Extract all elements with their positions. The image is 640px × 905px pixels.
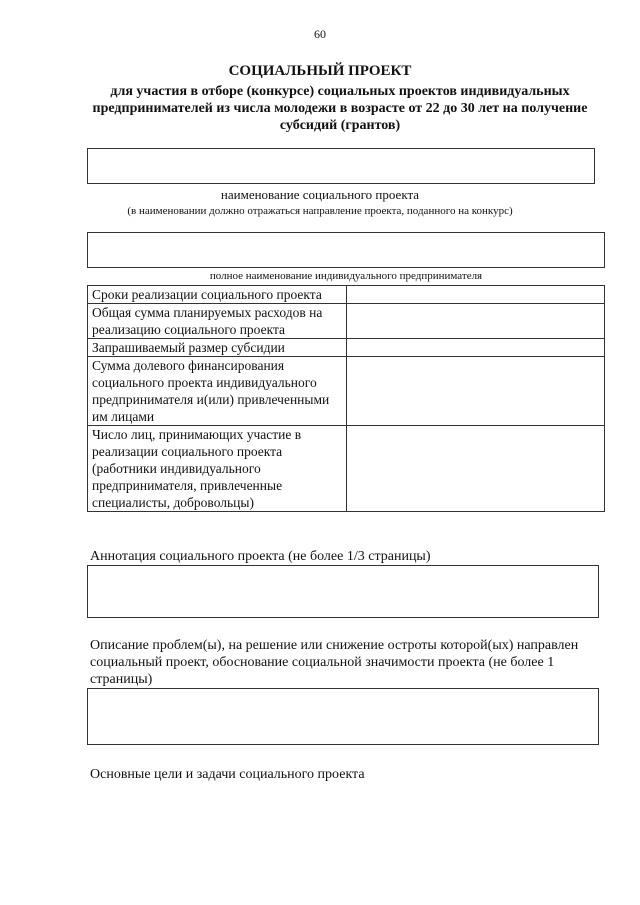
document-subtitle: для участия в отборе (конкурсе) социальных проектов индивидуальных предпринимателей из числа молодежи в возрасте от 22 до 30 лет на получение субсидий (грантов) <box>92 84 588 133</box>
page-number: 60 <box>314 27 326 41</box>
table-row <box>88 357 605 426</box>
goals-label: Основные цели и задачи социального проекта <box>90 767 365 782</box>
row-label-requested-subsidy: Запрашиваемый размер субсидии <box>88 339 347 357</box>
annotation-label: Аннотация социального проекта (не более 1/3 страницы) <box>90 549 431 564</box>
entrepreneur-name-field[interactable] <box>87 232 605 268</box>
project-info-table <box>87 285 605 512</box>
table-row <box>88 304 605 339</box>
project-name-field[interactable] <box>87 148 595 184</box>
table-row <box>88 339 605 357</box>
row-label-participants: Число лиц, принимающих участие в реализации социального проекта (работники индивидуального предпринимателя, привлеченные специалисты, добровольцы) <box>88 426 347 512</box>
table-row <box>88 426 605 512</box>
document-title: СОЦИАЛЬНЫЙ ПРОЕКТ <box>228 63 412 79</box>
problem-description-field[interactable] <box>87 688 599 745</box>
problem-description-label: Описание проблем(ы), на решение или снижение остроты которой(ых) направлен социальный проект, обоснование социальной значимости проекта (не более 1 страницы) <box>90 638 579 687</box>
row-label-timeline: Сроки реализации социального проекта <box>88 286 347 304</box>
project-name-caption: наименование социального проекта <box>220 187 420 202</box>
row-value-participants[interactable] <box>347 426 605 512</box>
project-name-note: (в наименовании должно отражаться направление проекта, поданного на конкурс) <box>127 205 513 217</box>
row-value-timeline[interactable] <box>347 286 605 304</box>
row-value-requested-subsidy[interactable] <box>347 339 605 357</box>
table-row <box>88 286 605 304</box>
row-value-total-expenses[interactable] <box>347 304 605 339</box>
entrepreneur-name-caption: полное наименование индивидуального предпринимателя <box>209 270 483 282</box>
row-label-total-expenses: Общая сумма планируемых расходов на реализацию социального проекта <box>88 304 347 339</box>
annotation-field[interactable] <box>87 565 599 618</box>
row-label-co-financing: Сумма долевого финансирования социального проекта индивидуального предпринимателя и(или) привлеченными им лицами <box>88 357 347 426</box>
row-value-co-financing[interactable] <box>347 357 605 426</box>
